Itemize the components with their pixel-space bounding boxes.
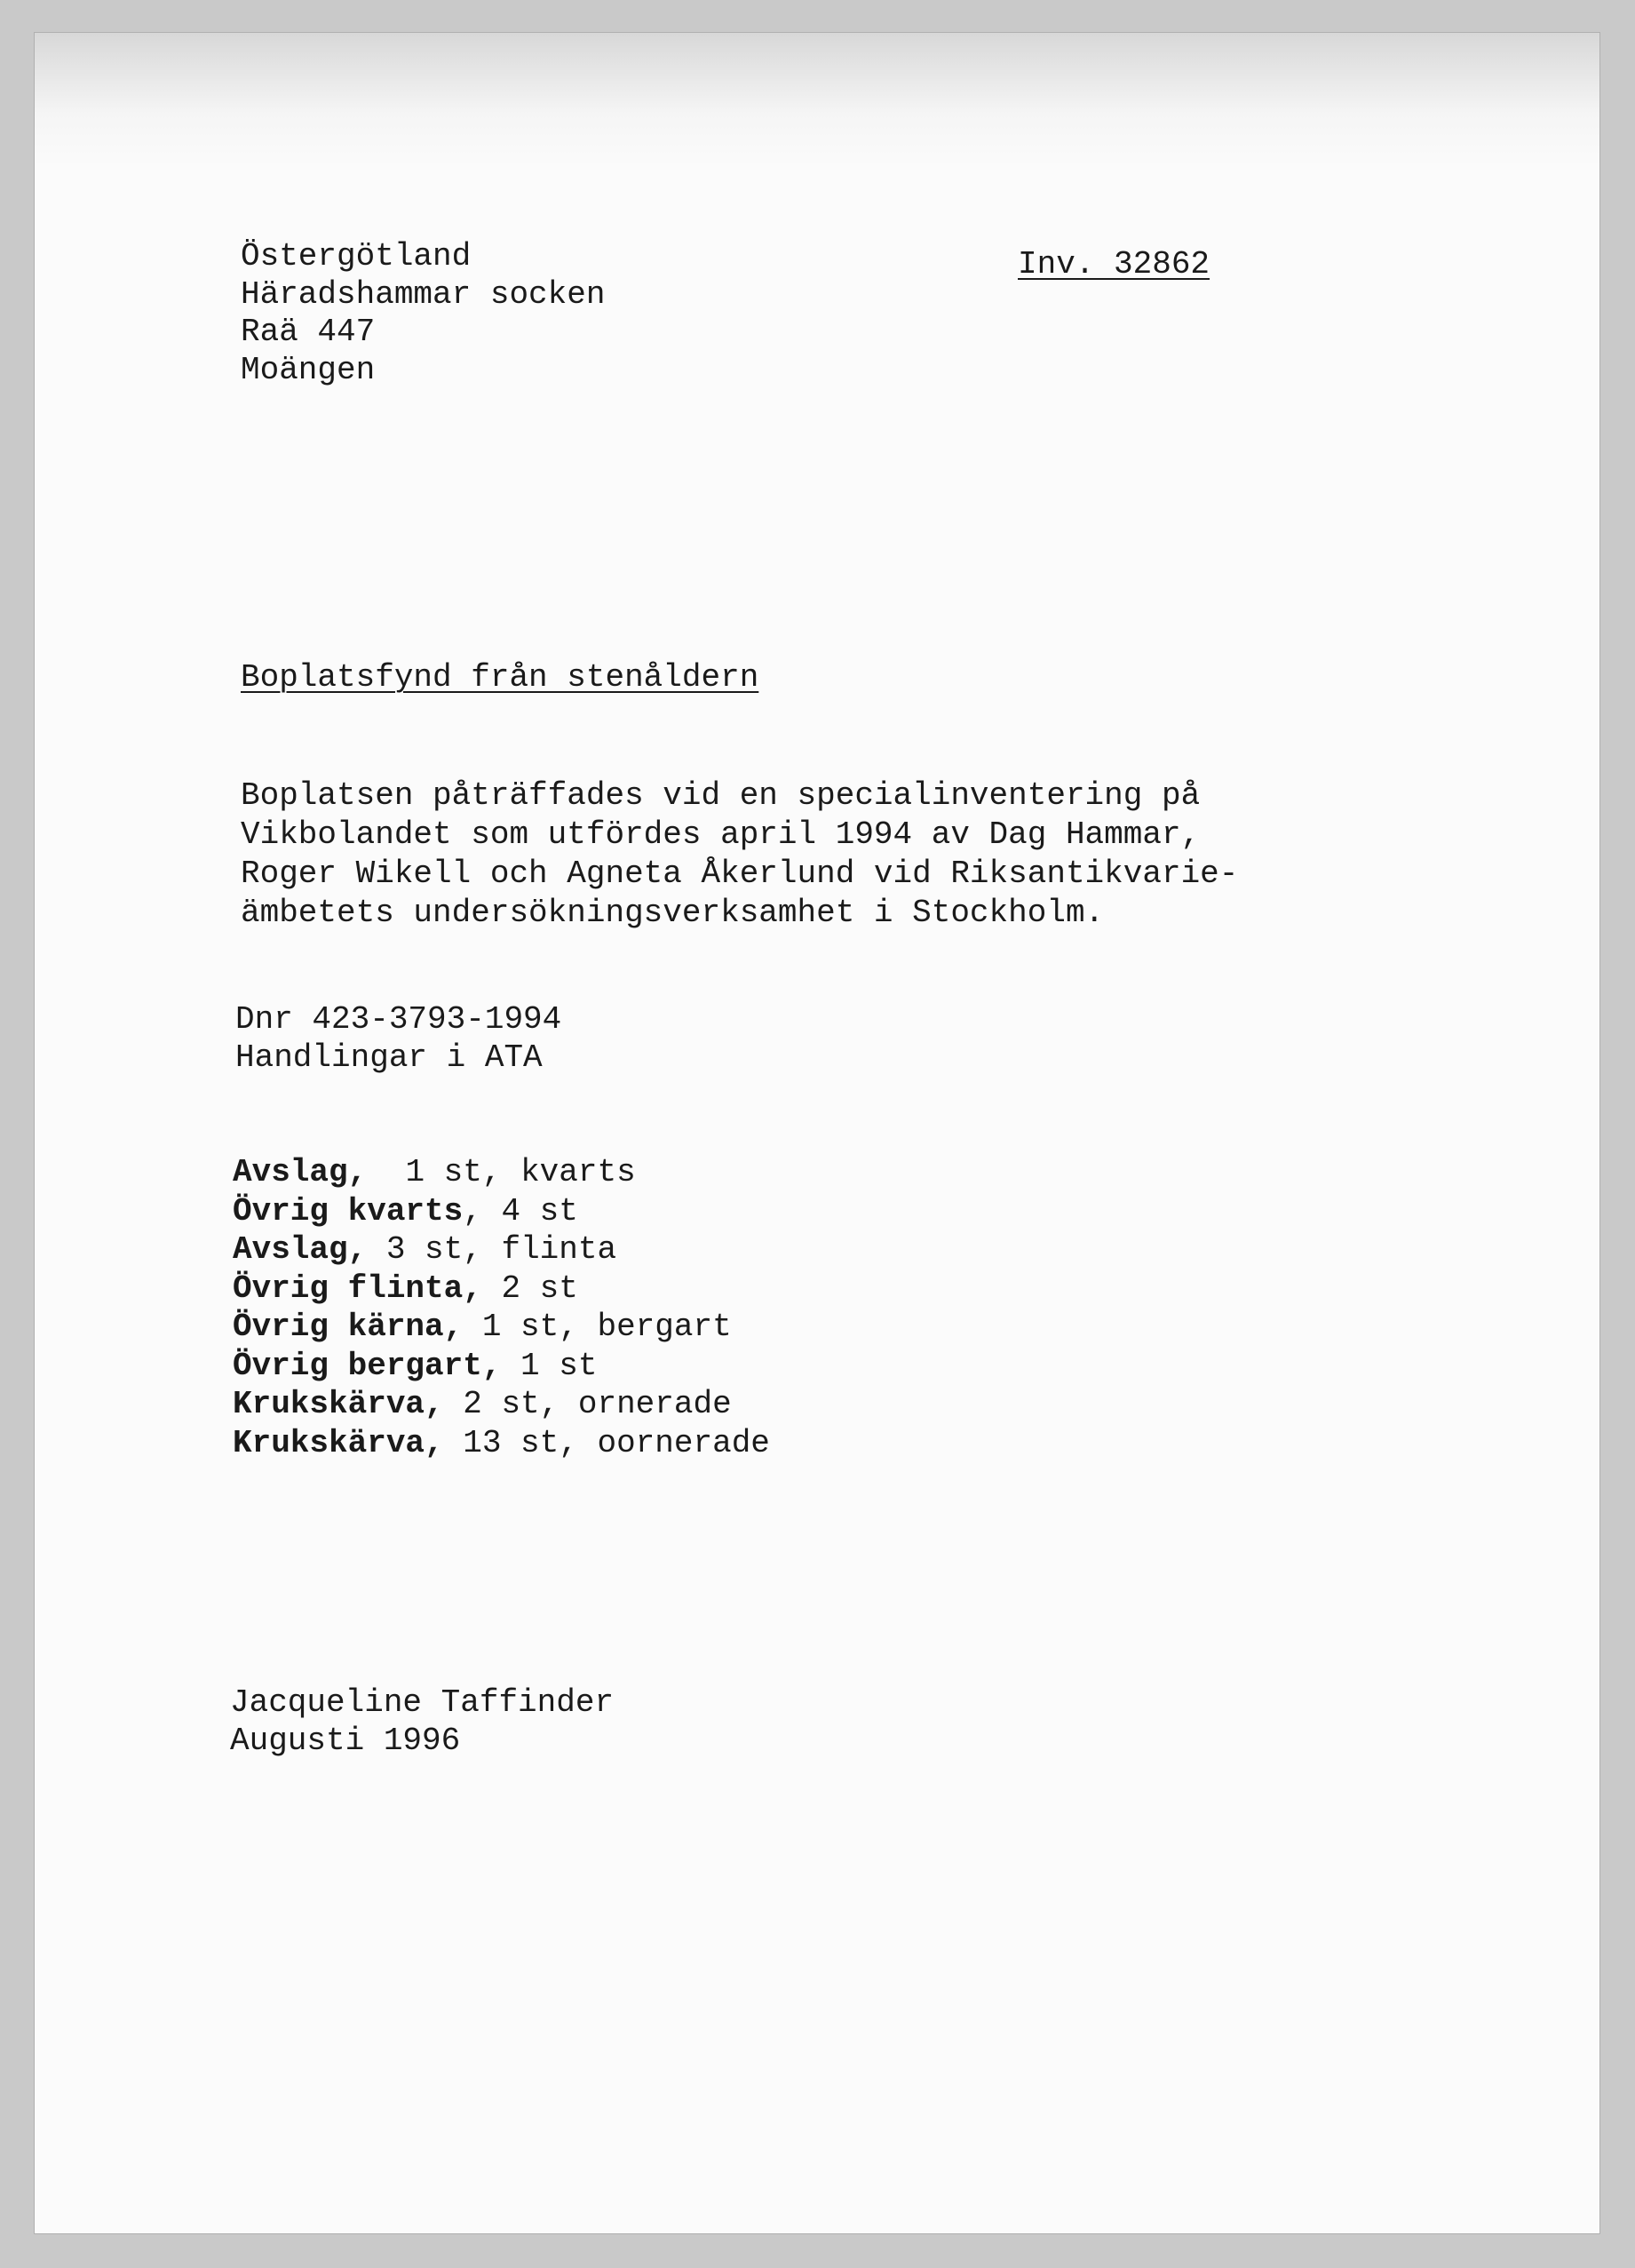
description-line: ämbetets undersökningsverksamhet i Stockholm.: [241, 895, 1105, 931]
inventory-number: Inv. 32862: [1018, 246, 1210, 283]
description-block: [241, 776, 1238, 933]
dnr-number: Dnr 423-3793-1994: [235, 1001, 562, 1038]
signature-date: Augusti 1996: [230, 1722, 461, 1759]
archive-note: Handlingar i ATA: [235, 1039, 543, 1076]
find-name: Krukskärva,: [233, 1386, 444, 1422]
finds-list: [233, 1153, 770, 1462]
author-name: Jacqueline Taffinder: [230, 1684, 615, 1721]
location-raa: Raä 447: [241, 314, 376, 350]
find-detail: 2 st, ornerade: [443, 1386, 732, 1422]
scan-shading: [35, 33, 1599, 166]
find-detail: 2 st: [481, 1269, 578, 1307]
reference-block: [235, 1001, 561, 1077]
location-parish: Häradshammar socken: [241, 275, 606, 313]
find-item: [233, 1269, 770, 1309]
find-item: [233, 1230, 770, 1269]
location-county: Östergötland: [241, 238, 472, 275]
location-site: Moängen: [241, 351, 376, 388]
document-title: Boplatsfynd från stenåldern: [241, 659, 759, 696]
description-line: Vikbolandet som utfördes april 1994 av Dag Hammar,: [241, 816, 1201, 853]
find-name: Övrig flinta,: [233, 1269, 482, 1307]
find-detail: 3 st, flinta: [367, 1231, 617, 1268]
find-detail: 1 st, bergart: [463, 1309, 732, 1345]
find-name: Avslag,: [233, 1154, 368, 1190]
find-item: [233, 1192, 770, 1231]
find-detail: 1 st: [501, 1347, 598, 1384]
location-block: [241, 238, 605, 389]
find-item: [233, 1424, 770, 1463]
find-name: Övrig kärna,: [233, 1309, 464, 1345]
signature-block: [230, 1684, 614, 1760]
find-item: [233, 1153, 770, 1192]
description-line: Boplatsen påträffades vid en specialinventering på: [241, 777, 1201, 814]
find-item: [233, 1385, 770, 1424]
find-detail: , 4 st: [463, 1192, 578, 1229]
description-line: Roger Wikell och Agneta Åkerlund vid Riksantikvarie-: [241, 855, 1239, 892]
find-item: [233, 1308, 770, 1347]
find-detail: 1 st, kvarts: [367, 1154, 636, 1190]
find-name: Avslag,: [233, 1231, 368, 1268]
find-detail: 13 st, oornerade: [443, 1424, 770, 1461]
find-name: Krukskärva,: [233, 1424, 444, 1461]
find-item: [233, 1347, 770, 1386]
find-name: Övrig bergart,: [233, 1347, 502, 1384]
find-name: Övrig kvarts: [233, 1192, 464, 1229]
